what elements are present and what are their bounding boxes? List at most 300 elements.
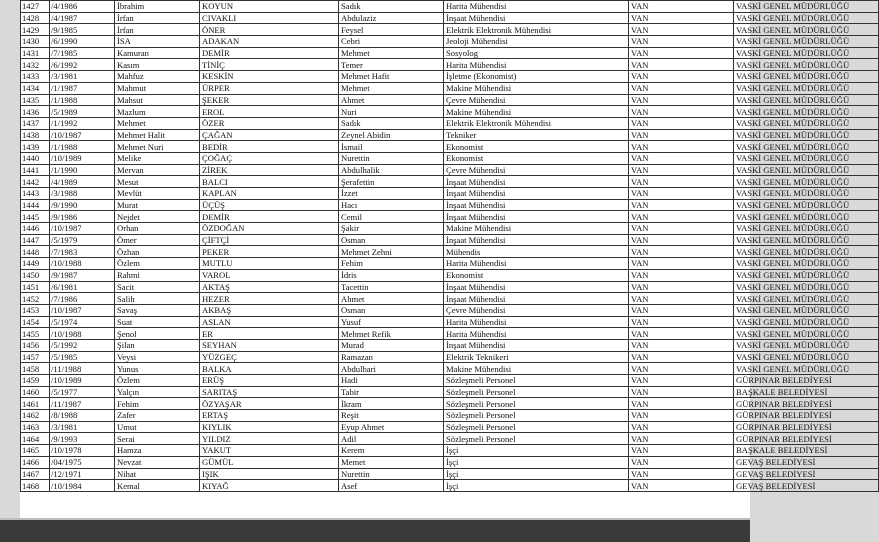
table-row <box>21 1 879 13</box>
profession-cell: Harita Mühendisi <box>444 328 629 340</box>
father-name-cell: Nurettin <box>339 468 444 480</box>
surname-cell: SARITAŞ <box>200 386 339 398</box>
profession-cell: Ekonomist <box>444 269 629 281</box>
row-number-cell: 1449 <box>21 258 50 270</box>
birth-date-cell: /3/1981 <box>50 421 115 433</box>
first-name-cell: Ömer <box>115 234 200 246</box>
surname-cell: KOYUN <box>200 1 339 13</box>
birth-date-cell: /10/1988 <box>50 328 115 340</box>
institution-cell: BAŞKALE BELEDİYESİ <box>734 445 879 457</box>
surname-cell: IŞIK <box>200 468 339 480</box>
first-name-cell: Mahfuz <box>115 71 200 83</box>
first-name-cell: Kemal <box>115 480 200 492</box>
table-body <box>21 1 879 492</box>
profession-cell: İnşaat Mühendisi <box>444 281 629 293</box>
province-cell: VAN <box>629 281 734 293</box>
province-cell: VAN <box>629 211 734 223</box>
province-cell: VAN <box>629 316 734 328</box>
profession-cell: Ekonomist <box>444 141 629 153</box>
first-name-cell: Savaş <box>115 304 200 316</box>
birth-date-cell: /10/1978 <box>50 445 115 457</box>
institution-cell: VASKİ GENEL MÜDÜRLÜĞÜ <box>734 234 879 246</box>
row-number-cell: 1461 <box>21 398 50 410</box>
surname-cell: ÖZYAŞAR <box>200 398 339 410</box>
first-name-cell: Murat <box>115 199 200 211</box>
row-number-cell: 1467 <box>21 468 50 480</box>
viewer-bottom-bar <box>0 518 750 542</box>
row-number-cell: 1436 <box>21 106 50 118</box>
row-number-cell: 1446 <box>21 223 50 235</box>
province-cell: VAN <box>629 234 734 246</box>
province-cell: VAN <box>629 304 734 316</box>
institution-cell: VASKİ GENEL MÜDÜRLÜĞÜ <box>734 293 879 305</box>
surname-cell: DEMİR <box>200 47 339 59</box>
table-row <box>21 223 879 235</box>
province-cell: VAN <box>629 152 734 164</box>
profession-cell: Sözleşmeli Personel <box>444 398 629 410</box>
birth-date-cell: /7/1983 <box>50 246 115 258</box>
birth-date-cell: /5/1974 <box>50 316 115 328</box>
birth-date-cell: /9/1985 <box>50 24 115 36</box>
profession-cell: Sosyolog <box>444 47 629 59</box>
institution-cell: VASKİ GENEL MÜDÜRLÜĞÜ <box>734 82 879 94</box>
father-name-cell: İsmail <box>339 141 444 153</box>
institution-cell: VASKİ GENEL MÜDÜRLÜĞÜ <box>734 246 879 258</box>
institution-cell: VASKİ GENEL MÜDÜRLÜĞÜ <box>734 47 879 59</box>
row-number-cell: 1454 <box>21 316 50 328</box>
surname-cell: EROL <box>200 106 339 118</box>
first-name-cell: Mevlüt <box>115 188 200 200</box>
institution-cell: VASKİ GENEL MÜDÜRLÜĞÜ <box>734 141 879 153</box>
surname-cell: ADAKAN <box>200 36 339 48</box>
profession-cell: Tekniker <box>444 129 629 141</box>
father-name-cell: Hacı <box>339 199 444 211</box>
father-name-cell: Nuri <box>339 106 444 118</box>
birth-date-cell: /4/1987 <box>50 12 115 24</box>
table-row <box>21 293 879 305</box>
province-cell: VAN <box>629 24 734 36</box>
birth-date-cell: /1/1988 <box>50 94 115 106</box>
father-name-cell: Osman <box>339 304 444 316</box>
institution-cell: GÜRPINAR BELEDİYESİ <box>734 410 879 422</box>
birth-date-cell: /3/1981 <box>50 71 115 83</box>
table-row <box>21 375 879 387</box>
province-cell: VAN <box>629 141 734 153</box>
father-name-cell: Mehmet Refik <box>339 328 444 340</box>
father-name-cell: Abdulhalik <box>339 164 444 176</box>
province-cell: VAN <box>629 480 734 492</box>
birth-date-cell: /3/1988 <box>50 188 115 200</box>
province-cell: VAN <box>629 445 734 457</box>
surname-cell: ÖZDOĞAN <box>200 223 339 235</box>
surname-cell: GÜMÜL <box>200 456 339 468</box>
birth-date-cell: /6/1990 <box>50 36 115 48</box>
first-name-cell: Rahmi <box>115 269 200 281</box>
institution-cell: VASKİ GENEL MÜDÜRLÜĞÜ <box>734 258 879 270</box>
institution-cell: VASKİ GENEL MÜDÜRLÜĞÜ <box>734 316 879 328</box>
father-name-cell: Ahmet <box>339 94 444 106</box>
row-number-cell: 1462 <box>21 410 50 422</box>
father-name-cell: Ahmet <box>339 293 444 305</box>
birth-date-cell: /5/1977 <box>50 386 115 398</box>
institution-cell: VASKİ GENEL MÜDÜRLÜĞÜ <box>734 223 879 235</box>
province-cell: VAN <box>629 59 734 71</box>
table-row <box>21 386 879 398</box>
institution-cell: VASKİ GENEL MÜDÜRLÜĞÜ <box>734 164 879 176</box>
father-name-cell: Cemil <box>339 211 444 223</box>
birth-date-cell: /12/1971 <box>50 468 115 480</box>
first-name-cell: Hamza <box>115 445 200 457</box>
row-number-cell: 1459 <box>21 375 50 387</box>
first-name-cell: Melike <box>115 152 200 164</box>
province-cell: VAN <box>629 468 734 480</box>
surname-cell: BEDİR <box>200 141 339 153</box>
birth-date-cell: /4/1986 <box>50 1 115 13</box>
row-number-cell: 1447 <box>21 234 50 246</box>
table-row <box>21 199 879 211</box>
profession-cell: Makine Mühendisi <box>444 223 629 235</box>
table-row <box>21 480 879 492</box>
province-cell: VAN <box>629 223 734 235</box>
first-name-cell: Mehmet Halit <box>115 129 200 141</box>
surname-cell: ZİREK <box>200 164 339 176</box>
father-name-cell: Tacettin <box>339 281 444 293</box>
institution-cell: VASKİ GENEL MÜDÜRLÜĞÜ <box>734 328 879 340</box>
surname-cell: ÜÇÜŞ <box>200 199 339 211</box>
birth-date-cell: /1/1992 <box>50 117 115 129</box>
table-row <box>21 106 879 118</box>
first-name-cell: İSA <box>115 36 200 48</box>
table-row <box>21 59 879 71</box>
profession-cell: Sözleşmeli Personel <box>444 433 629 445</box>
institution-cell: VASKİ GENEL MÜDÜRLÜĞÜ <box>734 199 879 211</box>
surname-cell: BALKA <box>200 363 339 375</box>
profession-cell: Sözleşmeli Personel <box>444 386 629 398</box>
province-cell: VAN <box>629 36 734 48</box>
first-name-cell: Özhan <box>115 246 200 258</box>
father-name-cell: Temer <box>339 59 444 71</box>
first-name-cell: Özlem <box>115 258 200 270</box>
first-name-cell: Mahmut <box>115 82 200 94</box>
surname-cell: CIVAKLI <box>200 12 339 24</box>
birth-date-cell: /9/1987 <box>50 269 115 281</box>
table-row <box>21 445 879 457</box>
table-row <box>21 12 879 24</box>
institution-cell: GEVAŞ BELEDİYESİ <box>734 468 879 480</box>
table-row <box>21 164 879 176</box>
profession-cell: İnşaat Mühendisi <box>444 211 629 223</box>
profession-cell: İşçi <box>444 456 629 468</box>
father-name-cell: Cebri <box>339 36 444 48</box>
province-cell: VAN <box>629 351 734 363</box>
row-number-cell: 1440 <box>21 152 50 164</box>
surname-cell: ÇOĞAÇ <box>200 152 339 164</box>
profession-cell: Elektrik Elektronik Mühendisi <box>444 24 629 36</box>
row-number-cell: 1438 <box>21 129 50 141</box>
row-number-cell: 1450 <box>21 269 50 281</box>
surname-cell: ÇAĞAN <box>200 129 339 141</box>
birth-date-cell: /11/1987 <box>50 398 115 410</box>
institution-cell: VASKİ GENEL MÜDÜRLÜĞÜ <box>734 211 879 223</box>
birth-date-cell: /4/1989 <box>50 176 115 188</box>
father-name-cell: Mehmet <box>339 47 444 59</box>
profession-cell: Makine Mühendisi <box>444 363 629 375</box>
first-name-cell: Mehmet Nuri <box>115 141 200 153</box>
first-name-cell: Mesut <box>115 176 200 188</box>
father-name-cell: İdris <box>339 269 444 281</box>
father-name-cell: Fehim <box>339 258 444 270</box>
province-cell: VAN <box>629 117 734 129</box>
profession-cell: Harita Mühendisi <box>444 258 629 270</box>
birth-date-cell: /1/1988 <box>50 141 115 153</box>
province-cell: VAN <box>629 410 734 422</box>
institution-cell: VASKİ GENEL MÜDÜRLÜĞÜ <box>734 1 879 13</box>
father-name-cell: Abdulaziz <box>339 12 444 24</box>
table-row <box>21 188 879 200</box>
profession-cell: Ekonomist <box>444 152 629 164</box>
institution-cell: VASKİ GENEL MÜDÜRLÜĞÜ <box>734 152 879 164</box>
father-name-cell: Mehmet Zehni <box>339 246 444 258</box>
row-number-cell: 1431 <box>21 47 50 59</box>
birth-date-cell: /5/1979 <box>50 234 115 246</box>
first-name-cell: İrfan <box>115 24 200 36</box>
father-name-cell: Kerem <box>339 445 444 457</box>
row-number-cell: 1442 <box>21 176 50 188</box>
table-row <box>21 421 879 433</box>
father-name-cell: İzzet <box>339 188 444 200</box>
institution-cell: VASKİ GENEL MÜDÜRLÜĞÜ <box>734 363 879 375</box>
birth-date-cell: /11/1988 <box>50 363 115 375</box>
row-number-cell: 1458 <box>21 363 50 375</box>
province-cell: VAN <box>629 328 734 340</box>
birth-date-cell: /10/1987 <box>50 129 115 141</box>
province-cell: VAN <box>629 1 734 13</box>
profession-cell: Elektrik Teknikeri <box>444 351 629 363</box>
surname-cell: ÜRPER <box>200 82 339 94</box>
institution-cell: VASKİ GENEL MÜDÜRLÜĞÜ <box>734 129 879 141</box>
province-cell: VAN <box>629 456 734 468</box>
row-number-cell: 1434 <box>21 82 50 94</box>
birth-date-cell: /8/1988 <box>50 410 115 422</box>
profession-cell: İnşaat Mühendisi <box>444 188 629 200</box>
first-name-cell: Mahsut <box>115 94 200 106</box>
birth-date-cell: /7/1985 <box>50 47 115 59</box>
table-row <box>21 339 879 351</box>
province-cell: VAN <box>629 246 734 258</box>
surname-cell: DEMİR <box>200 211 339 223</box>
first-name-cell: Kamuran <box>115 47 200 59</box>
profession-cell: Sözleşmeli Personel <box>444 375 629 387</box>
profession-cell: İşçi <box>444 480 629 492</box>
profession-cell: Elektrik Elektronik Mühendisi <box>444 117 629 129</box>
first-name-cell: Kasım <box>115 59 200 71</box>
first-name-cell: Yunus <box>115 363 200 375</box>
surname-cell: ERTAŞ <box>200 410 339 422</box>
table-row <box>21 328 879 340</box>
birth-date-cell: /7/1986 <box>50 293 115 305</box>
institution-cell: VASKİ GENEL MÜDÜRLÜĞÜ <box>734 304 879 316</box>
surname-cell: KIYLIK <box>200 421 339 433</box>
row-number-cell: 1465 <box>21 445 50 457</box>
first-name-cell: Umut <box>115 421 200 433</box>
first-name-cell: Zafer <box>115 410 200 422</box>
father-name-cell: Memet <box>339 456 444 468</box>
first-name-cell: İrfan <box>115 12 200 24</box>
birth-date-cell: /10/1988 <box>50 258 115 270</box>
personnel-table <box>20 0 879 492</box>
table-row <box>21 24 879 36</box>
table-row <box>21 36 879 48</box>
father-name-cell: Nurettin <box>339 152 444 164</box>
first-name-cell: Mehmet <box>115 117 200 129</box>
row-number-cell: 1460 <box>21 386 50 398</box>
province-cell: VAN <box>629 176 734 188</box>
province-cell: VAN <box>629 339 734 351</box>
row-number-cell: 1441 <box>21 164 50 176</box>
profession-cell: İnşaat Mühendisi <box>444 339 629 351</box>
birth-date-cell: /5/1985 <box>50 351 115 363</box>
first-name-cell: İbrahim <box>115 1 200 13</box>
father-name-cell: Reşit <box>339 410 444 422</box>
row-number-cell: 1439 <box>21 141 50 153</box>
profession-cell: Makine Mühendisi <box>444 82 629 94</box>
profession-cell: Çevre Mühendisi <box>444 164 629 176</box>
document-page <box>20 0 850 518</box>
province-cell: VAN <box>629 363 734 375</box>
birth-date-cell: /5/1989 <box>50 106 115 118</box>
birth-date-cell: /9/1990 <box>50 199 115 211</box>
surname-cell: YILDIZ <box>200 433 339 445</box>
row-number-cell: 1427 <box>21 1 50 13</box>
father-name-cell: Mehmet <box>339 82 444 94</box>
province-cell: VAN <box>629 188 734 200</box>
province-cell: VAN <box>629 269 734 281</box>
table-row <box>21 176 879 188</box>
father-name-cell: Mehmet Hafit <box>339 71 444 83</box>
first-name-cell: Mazlum <box>115 106 200 118</box>
father-name-cell: Adil <box>339 433 444 445</box>
father-name-cell: Murad <box>339 339 444 351</box>
profession-cell: Çevre Mühendisi <box>444 94 629 106</box>
row-number-cell: 1464 <box>21 433 50 445</box>
province-cell: VAN <box>629 129 734 141</box>
institution-cell: GÜRPINAR BELEDİYESİ <box>734 421 879 433</box>
table-row <box>21 351 879 363</box>
province-cell: VAN <box>629 433 734 445</box>
birth-date-cell: /9/1993 <box>50 433 115 445</box>
institution-cell: VASKİ GENEL MÜDÜRLÜĞÜ <box>734 71 879 83</box>
province-cell: VAN <box>629 386 734 398</box>
surname-cell: YAKUT <box>200 445 339 457</box>
first-name-cell: Şenol <box>115 328 200 340</box>
father-name-cell: İkram <box>339 398 444 410</box>
row-number-cell: 1432 <box>21 59 50 71</box>
profession-cell: İşletme (Ekonomist) <box>444 71 629 83</box>
birth-date-cell: /10/1987 <box>50 304 115 316</box>
table-row <box>21 304 879 316</box>
table-row <box>21 71 879 83</box>
first-name-cell: Mervan <box>115 164 200 176</box>
institution-cell: VASKİ GENEL MÜDÜRLÜĞÜ <box>734 59 879 71</box>
father-name-cell: Eyup Ahmet <box>339 421 444 433</box>
first-name-cell: Veysi <box>115 351 200 363</box>
table-row <box>21 258 879 270</box>
surname-cell: ER <box>200 328 339 340</box>
birth-date-cell: /04/1975 <box>50 456 115 468</box>
row-number-cell: 1428 <box>21 12 50 24</box>
table-row <box>21 398 879 410</box>
row-number-cell: 1453 <box>21 304 50 316</box>
first-name-cell: Nevzat <box>115 456 200 468</box>
institution-cell: VASKİ GENEL MÜDÜRLÜĞÜ <box>734 351 879 363</box>
birth-date-cell: /10/1987 <box>50 223 115 235</box>
father-name-cell: Şakir <box>339 223 444 235</box>
institution-cell: VASKİ GENEL MÜDÜRLÜĞÜ <box>734 281 879 293</box>
table-row <box>21 410 879 422</box>
father-name-cell: Hadi <box>339 375 444 387</box>
first-name-cell: Serai <box>115 433 200 445</box>
table-row <box>21 363 879 375</box>
profession-cell: Çevre Mühendisi <box>444 304 629 316</box>
province-cell: VAN <box>629 71 734 83</box>
institution-cell: VASKİ GENEL MÜDÜRLÜĞÜ <box>734 106 879 118</box>
first-name-cell: Nihat <box>115 468 200 480</box>
profession-cell: Sözleşmeli Personel <box>444 421 629 433</box>
first-name-cell: Orhan <box>115 223 200 235</box>
row-number-cell: 1448 <box>21 246 50 258</box>
surname-cell: AKBAŞ <box>200 304 339 316</box>
province-cell: VAN <box>629 375 734 387</box>
province-cell: VAN <box>629 293 734 305</box>
profession-cell: İnşaat Mühendisi <box>444 199 629 211</box>
father-name-cell: Zeynel Abidin <box>339 129 444 141</box>
institution-cell: GÜRPINAR BELEDİYESİ <box>734 398 879 410</box>
birth-date-cell: /10/1989 <box>50 152 115 164</box>
institution-cell: VASKİ GENEL MÜDÜRLÜĞÜ <box>734 24 879 36</box>
row-number-cell: 1430 <box>21 36 50 48</box>
father-name-cell: Tabir <box>339 386 444 398</box>
table-row <box>21 47 879 59</box>
birth-date-cell: /6/1981 <box>50 281 115 293</box>
institution-cell: VASKİ GENEL MÜDÜRLÜĞÜ <box>734 339 879 351</box>
table-row <box>21 117 879 129</box>
table-row <box>21 269 879 281</box>
row-number-cell: 1468 <box>21 480 50 492</box>
row-number-cell: 1437 <box>21 117 50 129</box>
first-name-cell: Özlem <box>115 375 200 387</box>
table-row <box>21 211 879 223</box>
table-row <box>21 433 879 445</box>
row-number-cell: 1466 <box>21 456 50 468</box>
row-number-cell: 1456 <box>21 339 50 351</box>
institution-cell: GÜRPINAR BELEDİYESİ <box>734 433 879 445</box>
first-name-cell: Nejdet <box>115 211 200 223</box>
institution-cell: VASKİ GENEL MÜDÜRLÜĞÜ <box>734 269 879 281</box>
row-number-cell: 1452 <box>21 293 50 305</box>
table-row <box>21 82 879 94</box>
birth-date-cell: /10/1989 <box>50 375 115 387</box>
birth-date-cell: /5/1992 <box>50 339 115 351</box>
father-name-cell: Ramazan <box>339 351 444 363</box>
surname-cell: ERÜŞ <box>200 375 339 387</box>
institution-cell: GEVAŞ BELEDİYESİ <box>734 480 879 492</box>
institution-cell: GÜRPINAR BELEDİYESİ <box>734 375 879 387</box>
surname-cell: SEYHAN <box>200 339 339 351</box>
row-number-cell: 1433 <box>21 71 50 83</box>
birth-date-cell: /1/1987 <box>50 82 115 94</box>
surname-cell: HEZER <box>200 293 339 305</box>
surname-cell: KESKİN <box>200 71 339 83</box>
